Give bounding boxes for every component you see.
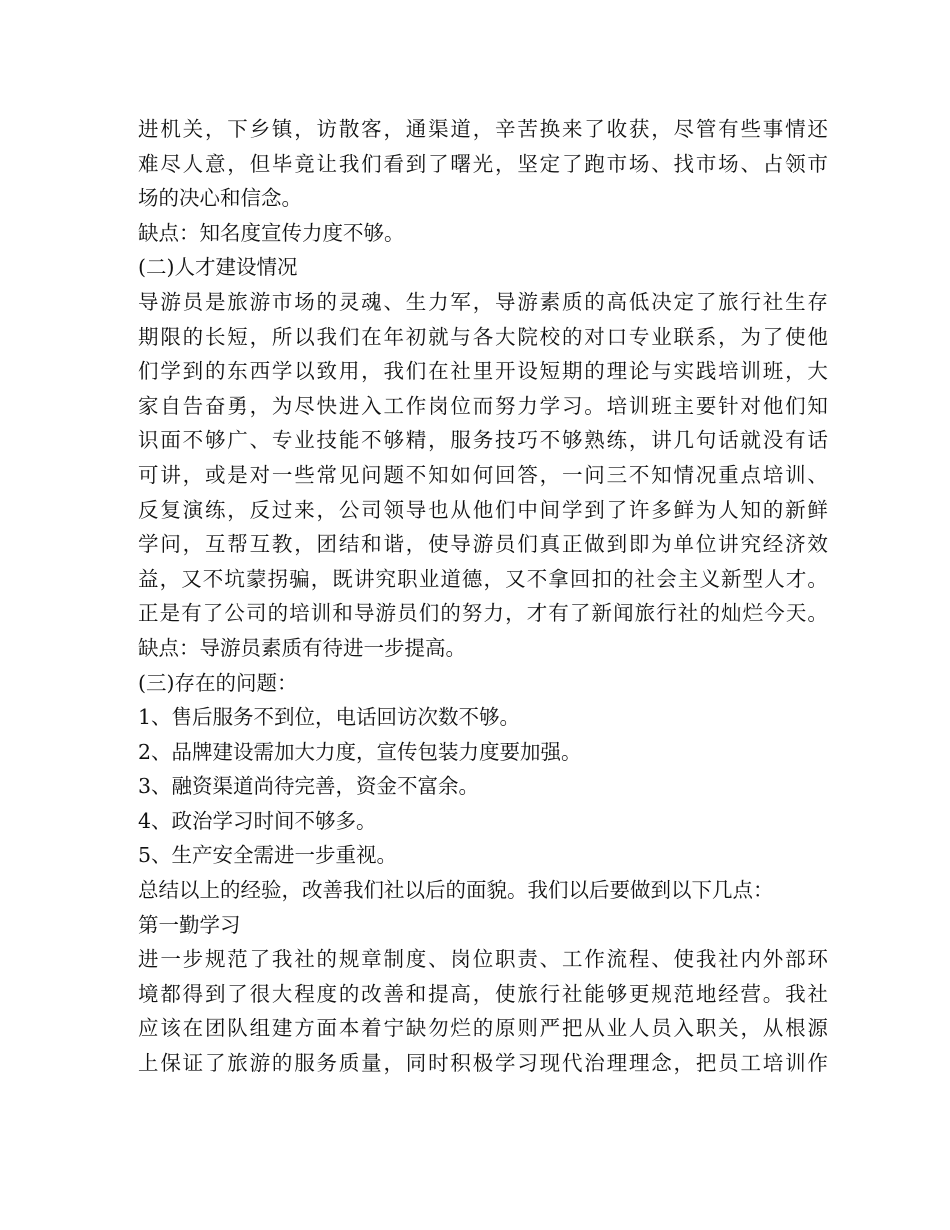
document-body <box>138 112 828 1081</box>
section-heading: 第一勤学习 <box>138 912 241 937</box>
text-line: 难 尽 人 意 ， 但 毕 竟 让 我 们 看 到 了 曙 光 ， 坚 定 了 跑 市 场 、 找 市 场 、 占 领 市 <box>138 151 828 176</box>
text-line: 进 一 步 规 范 了 我 社 的 规 章 制 度 、 岗 位 职 责 、 工 作 流 程 、 使 我 社 内 外 部 环 <box>138 947 828 972</box>
text-line: 益 ， 又 不 坑 蒙 拐 骗 ， 既 讲 究 职 业 道 德 ， 又 不 拿 回 扣 的 社 会 主 义 新 型 人 才 。 <box>138 566 828 591</box>
text-line: 期 限 的 长 短 ， 所 以 我 们 在 年 初 就 与 各 大 院 校 的 对 口 专 业 联 系 ， 为 了 使 他 <box>138 324 828 349</box>
text-line: 总结以上的经验，改善我们社以后的面貌。我们以后要做到以下几点： <box>138 878 774 903</box>
text-line: 缺点：知名度宣传力度不够。 <box>138 220 405 245</box>
text-line: 进 机 关 ， 下 乡 镇 ， 访 散 客 ， 通 渠 道 ， 辛 苦 换 来 了 收 获 ， 尽 管 有 些 事 情 还 <box>138 117 828 141</box>
list-item: 4、政治学习时间不够多。 <box>138 808 377 833</box>
text-line: 可 讲 ， 或 是 对 一 些 常 见 问 题 不 知 如 何 回 答 ， 一 问 三 不 知 情 况 重 点 培 训 、 <box>138 462 828 487</box>
section-heading: (三)存在的问题： <box>138 670 298 695</box>
section-heading: (二)人才建设情况 <box>138 255 298 280</box>
text-line: 正 是 有 了 公 司 的 培 训 和 导 游 员 们 的 努 力 ， 才 有 了 新 闻 旅 行 社 的 灿 烂 今 天 。 <box>138 601 828 626</box>
text-line: 学 问 ， 互 帮 互 教 ， 团 结 和 谐 ， 使 导 游 员 们 真 正 做 到 即 为 单 位 讲 究 经 济 效 <box>138 532 828 557</box>
list-item: 5、生产安全需进一步重视。 <box>138 843 398 868</box>
text-line: 场的决心和信念。 <box>138 186 302 211</box>
text-line: 境 都 得 到 了 很 大 程 度 的 改 善 和 提 高 ， 使 旅 行 社 能 够 更 规 范 地 经 营 。 我 社 <box>138 981 828 1006</box>
list-item: 1、售后服务不到位，电话回访次数不够。 <box>138 705 521 730</box>
text-line: 识 面 不 够 广 、 专 业 技 能 不 够 精 ， 服 务 技 巧 不 够 熟 练 ， 讲 几 句 话 就 没 有 话 <box>138 428 828 453</box>
text-line: 应 该 在 团 队 组 建 方 面 本 着 宁 缺 勿 烂 的 原 则 严 把 从 业 人 员 入 职 关 ， 从 根 源 <box>138 1016 828 1041</box>
text-line: 上 保 证 了 旅 游 的 服 务 质 量 ， 同 时 积 极 学 习 现 代 治 理 理 念 ， 把 员 工 培 训 作 <box>138 1051 828 1076</box>
list-item: 2、品牌建设需加大力度，宣传包装力度要加强。 <box>138 739 582 764</box>
text-line: 导 游 员 是 旅 游 市 场 的 灵 魂 、 生 力 军 ， 导 游 素 质 的 高 低 决 定 了 旅 行 社 生 存 <box>138 289 828 314</box>
text-line: 反 复 演 练 ， 反 过 来 ， 公 司 领 导 也 从 他 们 中 间 学 到 了 许 多 鲜 为 人 知 的 新 鲜 <box>138 497 828 522</box>
text-line: 家 自 告 奋 勇 ， 为 尽 快 进 入 工 作 岗 位 而 努 力 学 习 。 培 训 班 主 要 针 对 他 们 知 <box>138 393 828 418</box>
list-item: 3、融资渠道尚待完善，资金不富余。 <box>138 774 480 799</box>
text-line: 们 学 到 的 东 西 学 以 致 用 ， 我 们 在 社 里 开 设 短 期 的 理 论 与 实 践 培 训 班 ， 大 <box>138 359 828 384</box>
text-line: 缺点：导游员素质有待进一步提高。 <box>138 635 466 660</box>
